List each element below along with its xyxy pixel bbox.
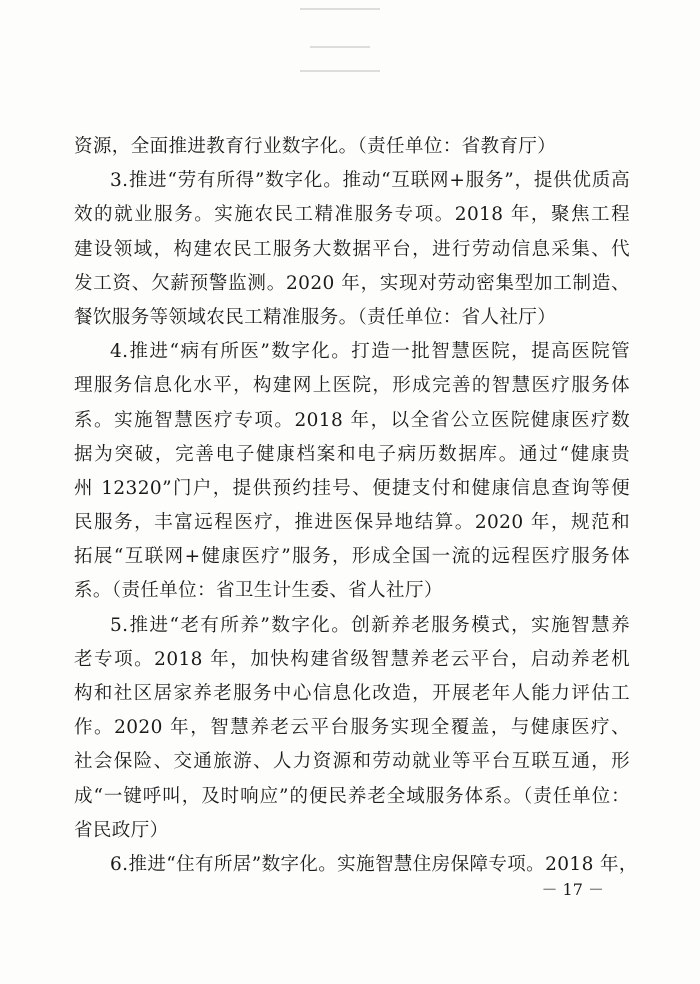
text-line: 构和社区居家养老服务中心信息化改造，开展老年人能力评估工 <box>74 683 630 704</box>
text-line: 6.推进“住有所居”数字化。实施智慧住房保障专项。2018 年， <box>110 853 638 875</box>
text-line: 社会保险、交通旅游、人力资源和劳动就业等平台互联互通，形 <box>74 751 630 773</box>
text-line: 资源，全面推进教育行业数字化。（责任单位：省教育厅） <box>74 136 557 157</box>
text-line: 老专项。2018 年，加快构建省级智慧养老云平台，启动养老机 <box>74 648 630 670</box>
text-line: 5.推进“老有所养”数字化。创新养老服务模式，实施智慧养 <box>110 614 630 636</box>
text-line: 餐饮服务等领域农民工精准服务。（责任单位：省人社厅） <box>74 306 557 328</box>
scan-artifact <box>310 46 370 48</box>
text-line: 成“一键呼叫，及时响应”的便民养老全域服务体系。（责任单位： <box>74 785 630 807</box>
text-line: 4.推进“病有所医”数字化。打造一批智慧医院，提高医院管 <box>110 341 630 363</box>
text-line: 效的就业服务。实施农民工精准服务专项。2018 年，聚焦工程 <box>74 204 630 226</box>
text-line: 建设领域，构建农民工服务大数据平台，进行劳动信息采集、代 <box>74 238 630 260</box>
document-body <box>74 130 638 882</box>
text-line: 系。实施智慧医疗专项。2018 年，以全省公立医院健康医疗数 <box>74 409 630 431</box>
text-line: 州 12320”门户，提供预约挂号、便捷支付和健康信息查询等便 <box>74 477 630 499</box>
scan-artifact <box>300 70 380 72</box>
text-line: 据为突破，完善电子健康档案和电子病历数据库。通过“健康贵 <box>74 443 630 465</box>
text-line: 省民政厅） <box>74 819 169 841</box>
text-line: 3.推进“劳有所得”数字化。推动“互联网+服务”，提供优质高 <box>110 170 630 192</box>
text-line: 作。2020 年，智慧养老云平台服务实现全覆盖，与健康医疗、 <box>74 717 630 739</box>
text-line: 发工资、欠薪预警监测。2020 年，实现对劳动密集型加工制造、 <box>74 272 630 294</box>
page-number: － 17 － <box>541 880 604 899</box>
text-line: 理服务信息化水平，构建网上医院，形成完善的智慧医疗服务体 <box>74 375 630 397</box>
text-line: 民服务，丰富远程医疗，推进医保异地结算。2020 年，规范和 <box>74 512 630 534</box>
text-line: 系。（责任单位：省卫生计生委、省人社厅） <box>74 580 443 602</box>
scan-artifact <box>300 8 380 10</box>
text-line: 拓展“互联网+健康医疗”服务，形成全国一流的远程医疗服务体 <box>74 546 630 568</box>
